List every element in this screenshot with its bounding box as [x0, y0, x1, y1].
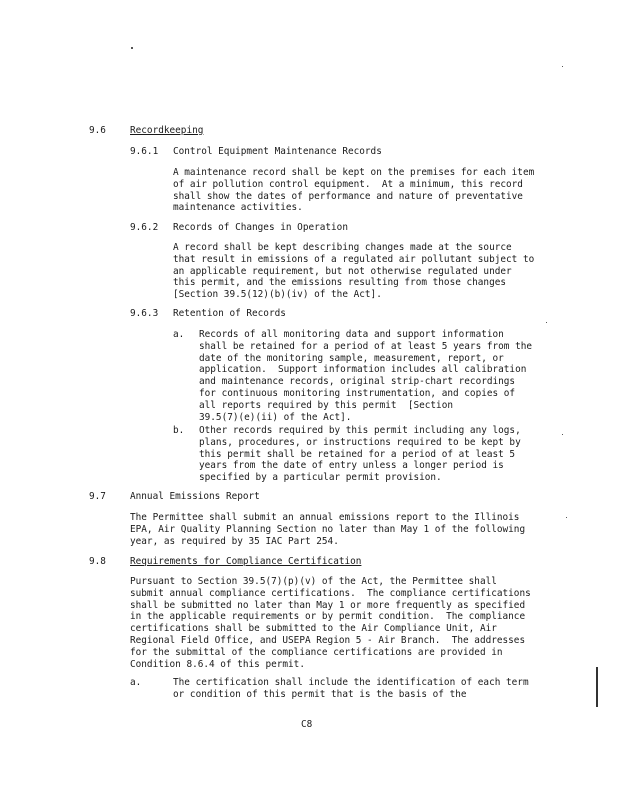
subsection-title-9-6-3: Retention of Records [173, 308, 286, 319]
scan-speck [131, 47, 133, 49]
subsection-number-9-6-2: 9.6.2 [130, 222, 159, 233]
paragraph-9-8 [130, 576, 531, 670]
text-line: Pursuant to Section 39.5(7)(p)(v) of the Act, the Permittee shall [130, 576, 497, 587]
subsection-number-9-6-3: 9.6.3 [130, 308, 159, 319]
list-item-label-b: b. [173, 425, 185, 436]
section-heading-recordkeeping: Recordkeeping [130, 125, 204, 136]
list-item-9-6-3-b [199, 425, 521, 484]
scan-speck [562, 434, 563, 435]
section-heading-annual-emissions-report: Annual Emissions Report [130, 491, 260, 502]
paragraph-9-6-1 [173, 167, 534, 214]
text-line: application. Support information includes all calibration [199, 364, 527, 376]
text-line: plans, procedures, or instructions required to be kept by [199, 436, 521, 448]
text-line: that result in emissions of a regulated air pollutant subject to [173, 253, 535, 265]
text-line: of air pollution control equipment. At a minimum, this record [173, 178, 523, 190]
section-number-9-7: 9.7 [89, 491, 106, 502]
text-line: Other records required by this permit including any logs, [199, 425, 521, 436]
text-line: 39.5(7)(e)(ii) of the Act]. [199, 411, 352, 423]
scan-speck [566, 517, 567, 518]
list-item-9-8-a [173, 677, 529, 701]
text-line: specified by a particular permit provision. [199, 472, 442, 484]
page-number: C8 [301, 719, 313, 730]
text-line: shall be submitted no later than May 1 or more frequently as specified [130, 599, 526, 611]
text-line: [Section 39.5(12)(b)(iv) of the Act]. [173, 289, 382, 301]
paragraph-9-7 [130, 512, 525, 547]
text-line: submit annual compliance certifications. The compliance certifications [130, 587, 531, 599]
text-line: maintenance activities. [173, 202, 303, 214]
list-item-9-6-3-a [199, 329, 532, 423]
text-line: shall show the dates of performance and nature of preventative [173, 190, 523, 202]
list-item-label-a: a. [173, 329, 185, 340]
text-line: this permit, and the emissions resulting from those changes [173, 277, 507, 289]
section-number-9-8: 9.8 [89, 556, 106, 567]
text-line: Condition 8.6.4 of this permit. [130, 658, 305, 670]
text-line: A record shall be kept describing changes made at the source [173, 242, 512, 253]
scan-speck [562, 66, 563, 67]
text-line: Regional Field Office, and USEPA Region 5 - Air Branch. The addresses [130, 634, 526, 646]
text-line: all reports required by this permit [Section [199, 399, 453, 411]
text-line: year, as required by 35 IAC Part 254. [130, 535, 339, 547]
subsection-title-9-6-1: Control Equipment Maintenance Records [173, 146, 382, 157]
text-line: certifications shall be submitted to the Air Compliance Unit, Air [130, 623, 497, 635]
subsection-number-9-6-1: 9.6.1 [130, 146, 159, 157]
text-line: in the applicable requirements or by permit condition. The compliance [130, 611, 526, 623]
subsection-title-9-6-2: Records of Changes in Operation [173, 222, 348, 233]
section-heading-compliance-certification: Requirements for Compliance Certification [130, 556, 362, 567]
list-item-label-a: a. [130, 677, 142, 688]
text-line: this permit shall be retained for a period of at least 5 [199, 448, 516, 460]
scan-edge-mark [596, 667, 598, 707]
text-line: shall be retained for a period of at least 5 years from the [199, 340, 533, 352]
text-line: for the submittal of the compliance certifications are provided in [130, 646, 503, 658]
text-line: and maintenance records, original strip-chart recordings [199, 376, 516, 388]
text-line: The certification shall include the identification of each term [173, 677, 529, 688]
text-line: date of the monitoring sample, measurement, report, or [199, 352, 504, 364]
text-line: an applicable requirement, but not otherwise regulated under [173, 265, 512, 277]
section-number-9-6: 9.6 [89, 125, 106, 136]
scan-speck [546, 322, 547, 323]
text-line: EPA, Air Quality Planning Section no later than May 1 of the following [130, 523, 526, 535]
text-line: A maintenance record shall be kept on the premises for each item [173, 167, 535, 178]
text-line: years from the date of entry unless a longer period is [199, 460, 504, 472]
text-line: The Permittee shall submit an annual emissions report to the Illinois [130, 512, 520, 523]
text-line: or condition of this permit that is the basis of the [173, 688, 467, 700]
paragraph-9-6-2 [173, 242, 534, 301]
text-line: for continuous monitoring instrumentation, and copies of [199, 387, 516, 399]
text-line: Records of all monitoring data and support information [199, 329, 504, 340]
